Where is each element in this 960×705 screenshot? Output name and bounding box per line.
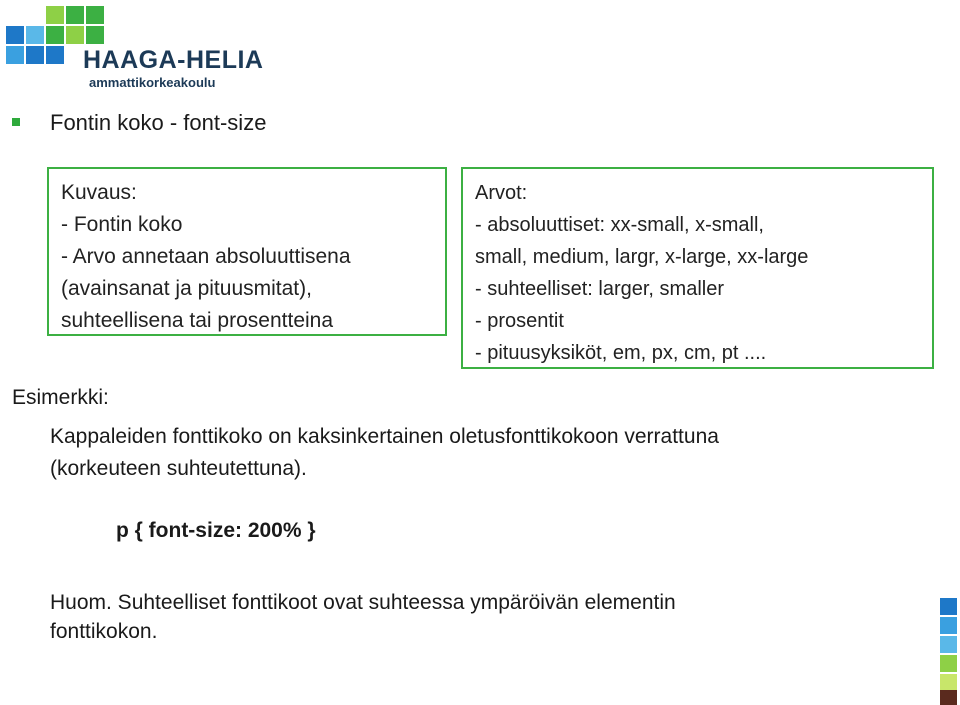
slide-heading: Fontin koko - font-size (50, 110, 267, 135)
logo-square (6, 26, 24, 44)
logo-square (26, 46, 44, 64)
description-line: (avainsanat ja pituusmitat), (61, 277, 312, 300)
description-line: - Fontin koko (61, 213, 183, 236)
edge-square (940, 655, 957, 672)
values-line: Arvot: (475, 182, 528, 204)
examples-text (50, 421, 719, 485)
note-line: Huom. Suhteelliset fonttikoot ovat suhteessa ympäröivän elementin (50, 591, 676, 614)
logo-square (26, 26, 44, 44)
note-line: fonttikokon. (50, 620, 158, 643)
logo-square (86, 26, 104, 44)
edge-square (940, 674, 957, 691)
values-line: - suhteelliset: larger, smaller (475, 278, 724, 300)
logo-subtitle: ammattikorkeakoulu (89, 75, 216, 90)
bullet-icon (12, 118, 20, 126)
description-box (47, 167, 447, 336)
haaga-helia-logo (6, 4, 264, 94)
description-line: Kuvaus: (61, 181, 137, 204)
description-line: suhteellisena tai prosentteina (61, 309, 334, 332)
logo-square (46, 46, 64, 64)
edge-square (940, 690, 957, 705)
values-line: - pituusyksiköt, em, px, cm, pt .... (475, 342, 767, 364)
description-line: - Arvo annetaan absoluuttisena (61, 245, 351, 268)
edge-square (940, 598, 957, 615)
values-line: - prosentit (475, 310, 564, 332)
logo-square (6, 46, 24, 64)
logo-name: HAAGA-HELIA (83, 46, 264, 74)
examples-line: (korkeuteen suhteutettuna). (50, 457, 307, 480)
note (50, 588, 676, 646)
values-box (461, 167, 934, 369)
edge-square (940, 636, 957, 653)
code-example: p { font-size: 200% } (116, 519, 316, 542)
examples-line: Kappaleiden fonttikoko on kaksinkertainen oletusfonttikokoon verrattuna (50, 425, 719, 448)
logo-square (86, 6, 104, 24)
logo-square (46, 26, 64, 44)
examples-label: Esimerkki: (12, 386, 109, 409)
logo-square (66, 6, 84, 24)
values-line: - absoluuttiset: xx-small, x-small, (475, 214, 764, 236)
logo-square (46, 6, 64, 24)
logo-square (66, 26, 84, 44)
values-line: small, medium, largr, x-large, xx-large (475, 246, 809, 268)
edge-square (940, 617, 957, 634)
decorative-squares (940, 592, 960, 705)
